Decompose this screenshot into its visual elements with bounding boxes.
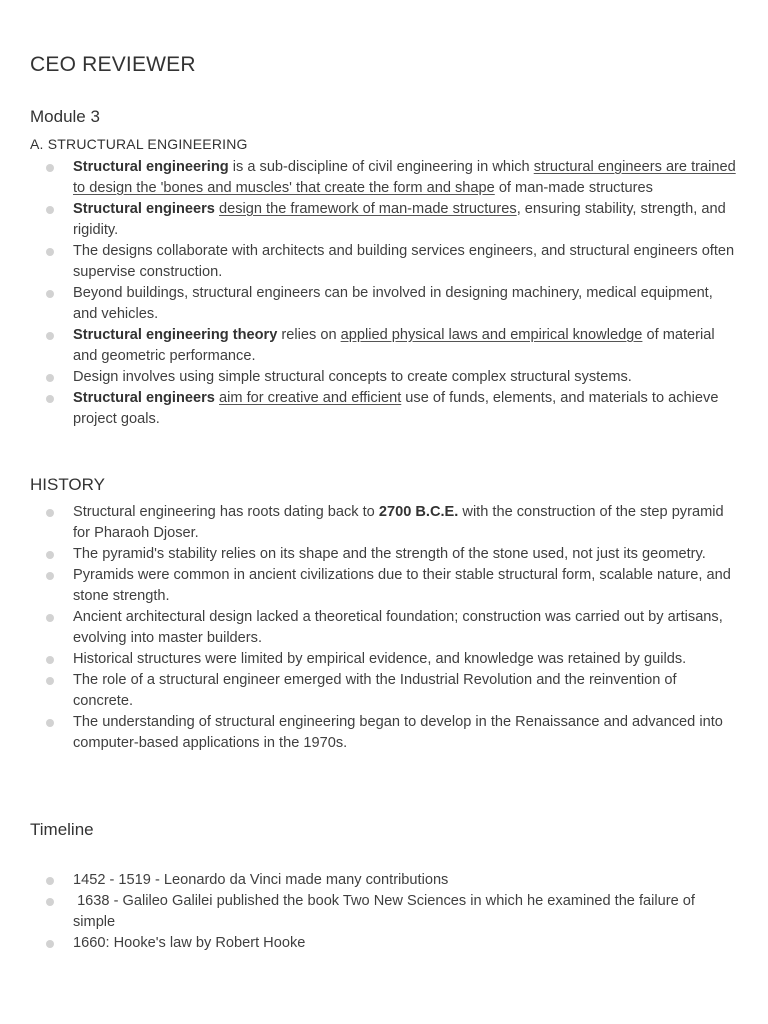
item-text: Pyramids were common in ancient civilizations due to their stable structural form, scalable nature, and stone strength. <box>73 567 731 604</box>
bullet-icon <box>46 290 54 298</box>
list-item <box>0 870 768 891</box>
item-text: Historical structures were limited by empirical evidence, and knowledge was retained by guilds. <box>73 651 687 667</box>
list-item <box>0 649 768 670</box>
list-item <box>0 933 768 954</box>
bullet-icon <box>46 248 54 256</box>
bullet-icon <box>46 509 54 517</box>
bullet-icon <box>46 898 54 906</box>
bullet-icon <box>46 677 54 685</box>
item-text: with the construction of the step pyramid for Pharaoh Djoser. <box>73 504 724 541</box>
list-item <box>0 502 768 544</box>
list-item <box>0 670 768 712</box>
item-text: 1660: Hooke's law by Robert Hooke <box>73 935 306 951</box>
underlined-text: aim for creative and efficient <box>219 390 402 406</box>
item-text: is a sub-discipline of civil engineering in which <box>228 159 534 175</box>
item-text: The designs collaborate with architects and building services engineers, and structural engineers often supervise construction. <box>73 243 735 280</box>
bullet-icon <box>46 940 54 948</box>
item-text: The role of a structural engineer emerged with the Industrial Revolution and the reinvention of concrete. <box>73 672 677 709</box>
list-item <box>0 891 768 933</box>
list-item <box>0 712 768 754</box>
item-text: 1452 - 1519 - Leonardo da Vinci made many contributions <box>73 872 449 888</box>
underlined-text: structural engineers are trained to design the 'bones and muscles' that create the form and shape <box>73 159 736 196</box>
bullet-icon <box>46 374 54 382</box>
item-text: use of funds, elements, and materials to achieve project goals. <box>73 390 719 427</box>
bold-term: Structural engineers <box>73 201 215 217</box>
module-heading: Module 3 <box>30 107 100 126</box>
bold-term: Structural engineering <box>73 159 229 175</box>
list-item <box>0 367 768 388</box>
bullet-icon <box>46 206 54 214</box>
list-item <box>0 565 768 607</box>
list-item <box>0 325 768 367</box>
underlined-text: design the framework of man-made structures <box>219 201 517 217</box>
underlined-text: applied physical laws and empirical knowledge <box>340 327 643 343</box>
item-text: The understanding of structural engineering began to develop in the Renaissance and advanced into computer-based applications in the 1970s. <box>73 714 723 751</box>
item-text: , ensuring stability, strength, and rigidity. <box>73 201 726 238</box>
timeline-heading: Timeline <box>30 820 94 839</box>
item-text: Ancient architectural design lacked a theoretical foundation; construction was carried out by artisans, evolving into master builders. <box>73 609 723 646</box>
timeline-list <box>0 870 768 954</box>
item-text: of man-made structures <box>494 180 653 196</box>
list-item <box>0 388 768 430</box>
list-item <box>0 283 768 325</box>
list-item <box>0 199 768 241</box>
section-a-heading: A. STRUCTURAL ENGINEERING <box>30 136 248 152</box>
bold-term: 2700 B.C.E. <box>378 504 459 520</box>
bullet-icon <box>46 719 54 727</box>
item-text: relies on <box>277 327 341 343</box>
item-text: of material and geometric performance. <box>73 327 715 364</box>
bullet-icon <box>46 572 54 580</box>
list-item <box>0 607 768 649</box>
bullet-icon <box>46 877 54 885</box>
item-text: 1638 - Galileo Galilei published the book Two New Sciences in which he examined the failure of simple <box>73 893 700 930</box>
item-text: Beyond buildings, structural engineers can be involved in designing machinery, medical equipment, and vehicles. <box>73 285 713 322</box>
history-heading: HISTORY <box>30 475 105 494</box>
bullet-icon <box>46 656 54 664</box>
history-list <box>0 502 768 754</box>
item-text: The pyramid's stability relies on its shape and the strength of the stone used, not just its geometry. <box>73 546 706 562</box>
bullet-icon <box>46 614 54 622</box>
bullet-icon <box>46 395 54 403</box>
item-text: Structural engineering has roots dating back to <box>73 504 379 520</box>
document-title: CEO REVIEWER <box>30 53 196 76</box>
structural-engineering-list <box>0 157 768 430</box>
item-text: Design involves using simple structural concepts to create complex structural systems. <box>73 369 632 385</box>
bullet-icon <box>46 332 54 340</box>
bullet-icon <box>46 164 54 172</box>
bullet-icon <box>46 551 54 559</box>
list-item <box>0 241 768 283</box>
bold-term: Structural engineering theory <box>73 327 278 343</box>
list-item <box>0 544 768 565</box>
bold-term: Structural engineers <box>73 390 215 406</box>
list-item <box>0 157 768 199</box>
